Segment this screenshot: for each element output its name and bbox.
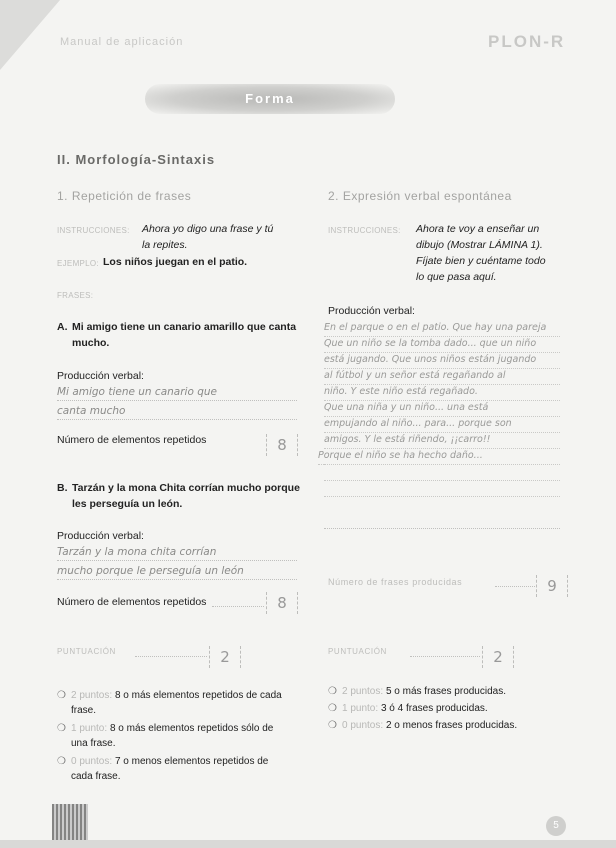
left-score-box: 2 xyxy=(209,646,241,668)
page-number: 5 xyxy=(546,816,566,836)
item-b-production-label: Producción verbal: xyxy=(57,530,144,542)
left-criterion-2: ❍ 1 punto: 8 o más elementos repetidos sólo de una frase. xyxy=(57,723,274,749)
item-b-count-label: Número de elementos repetidos xyxy=(57,596,207,608)
right-criterion-1: ❍ 2 puntos: 5 o más frases producidas. xyxy=(328,686,506,697)
right-hand-line-11 xyxy=(324,480,560,481)
right-hand-line-1: En el parque o en el patio. Que hay una pareja xyxy=(324,320,560,337)
item-b-text-line-2: les perseguía un león. xyxy=(72,498,183,510)
right-criterion-3: ❍ 0 puntos: 2 o menos frases producidas. xyxy=(328,720,518,731)
right-hand-line-8: amigos. Y le está riñendo, ¡¡carro!! xyxy=(324,432,560,449)
bottom-edge xyxy=(0,840,616,848)
left-subsection-title: 1. Repetición de frases xyxy=(57,189,192,203)
left-instructions-line-2: la repites. xyxy=(142,239,188,251)
item-a-count-box: 8 xyxy=(266,434,298,456)
item-b-handwritten-line-1: Tarzán y la mona chita corrían xyxy=(57,544,297,561)
right-production-label: Producción verbal: xyxy=(328,305,415,317)
item-b-count-dots xyxy=(212,606,264,607)
item-b-count-box: 8 xyxy=(266,592,298,614)
right-hand-line-10 xyxy=(324,464,560,465)
item-a-count-label: Número de elementos repetidos xyxy=(57,434,207,446)
qr-code-icon xyxy=(52,804,88,840)
right-hand-line-12 xyxy=(324,496,560,497)
right-score-label: PUNTUACIÓN xyxy=(328,647,387,656)
right-instructions-line-3: Fíjate bien y cuéntame todo xyxy=(416,255,546,267)
right-hand-line-6: Que una niña y un niño... una está xyxy=(324,400,560,417)
item-a-letter: A. xyxy=(57,321,68,333)
frases-label: FRASES: xyxy=(57,291,94,300)
right-instructions-line-1: Ahora te voy a enseñar un xyxy=(416,223,540,235)
right-count-label: Número de frases producidas xyxy=(328,577,463,587)
right-subsection-title: 2. Expresión verbal espontánea xyxy=(328,189,512,203)
header-right: PLON-R xyxy=(488,32,566,51)
left-example-label: EJEMPLO: xyxy=(57,259,99,268)
header-left: Manual de aplicación xyxy=(60,36,184,48)
right-hand-line-9: Porque el niño se ha hecho daño... xyxy=(318,448,560,465)
item-a-text-line-2: mucho. xyxy=(72,337,110,349)
right-score-dots xyxy=(410,656,480,657)
left-instructions-line-1: Ahora yo digo una frase y tú xyxy=(142,223,274,235)
right-hand-line-7: empujando al niño... para... porque son xyxy=(324,416,560,433)
right-instructions-label: INSTRUCCIONES: xyxy=(328,226,401,235)
item-b-letter: B. xyxy=(57,482,68,494)
right-instructions-line-4: lo que pasa aquí. xyxy=(416,271,497,283)
right-hand-line-4: al fútbol y un señor está regañando al xyxy=(324,368,560,385)
left-score-dots xyxy=(135,656,207,657)
page-fold xyxy=(0,0,60,70)
right-hand-line-blank-1 xyxy=(324,528,560,529)
item-b-handwritten-line-2: mucho porque le perseguía un león xyxy=(57,563,297,580)
left-criterion-3: ❍ 0 puntos: 7 o menos elementos repetidos de cada frase. xyxy=(57,756,269,782)
item-a-handwritten-line-1: Mi amigo tiene un canario que xyxy=(57,384,297,401)
item-a-production-label: Producción verbal: xyxy=(57,370,144,382)
right-score-box: 2 xyxy=(482,646,514,668)
left-criterion-1: ❍ 2 puntos: 8 o más elementos repetidos de cada frase. xyxy=(57,690,282,716)
left-instructions-label: INSTRUCCIONES: xyxy=(57,226,130,235)
right-count-box: 9 xyxy=(536,575,568,597)
right-instructions-line-2: dibujo (Mostrar LÁMINA 1). xyxy=(416,239,543,251)
left-score-label: PUNTUACIÓN xyxy=(57,647,116,656)
item-b-text-line-1: Tarzán y la mona Chita corrían mucho porque xyxy=(72,482,300,494)
section-title: II. Morfología-Sintaxis xyxy=(57,152,216,167)
section-banner xyxy=(145,84,395,114)
left-example-text: Los niños juegan en el patio. xyxy=(103,256,248,268)
item-a-text-line-1: Mi amigo tiene un canario amarillo que canta xyxy=(72,321,297,333)
right-hand-line-5: niño. Y este niño está regañado. xyxy=(324,384,560,401)
right-count-dots xyxy=(495,586,535,587)
right-hand-line-3: está jugando. Que unos niños están jugando xyxy=(324,352,560,369)
banner-label: Forma xyxy=(245,91,295,106)
right-hand-line-2: Que un niño se la tomba dado... que un niño xyxy=(324,336,560,353)
right-criterion-2: ❍ 1 punto: 3 ó 4 frases producidas. xyxy=(328,703,488,714)
item-a-handwritten-line-2: canta mucho xyxy=(57,403,297,420)
